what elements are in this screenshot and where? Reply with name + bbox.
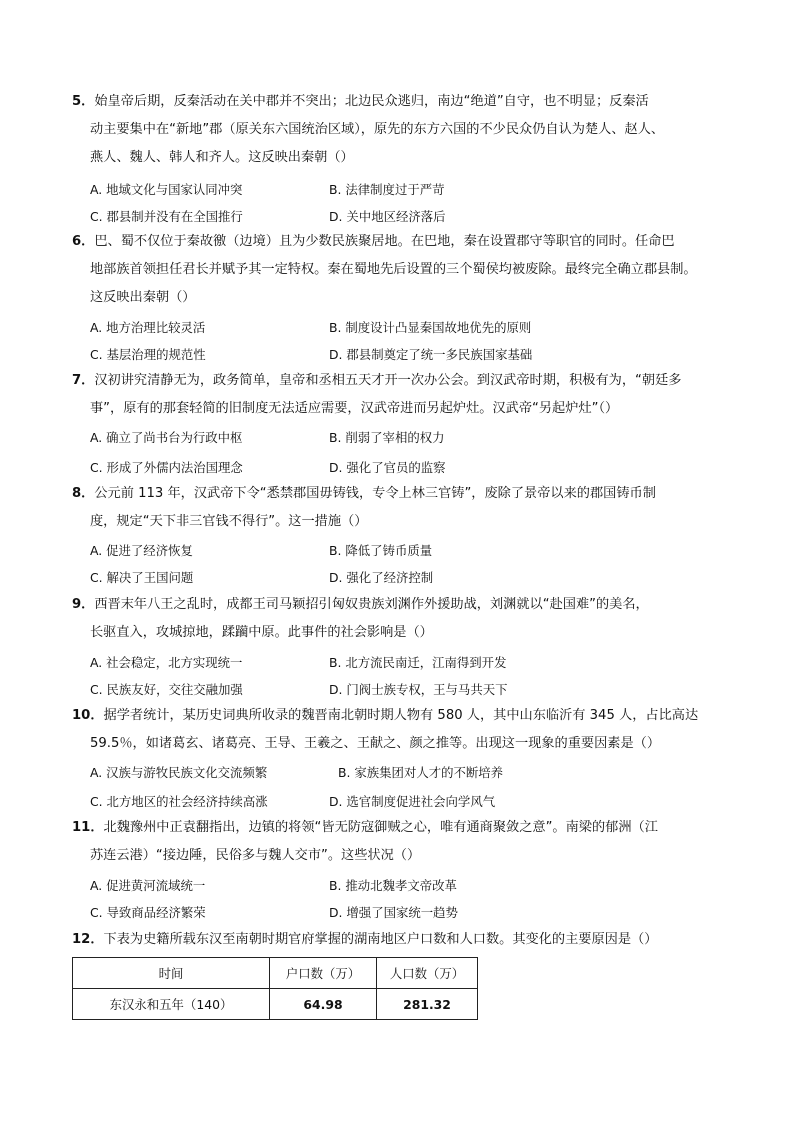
question-text: 巴、蜀不仅位于秦故徼（边境）且为少数民族聚居地。在巴地，秦在设置郡守等职官的同时。任命巴 (94, 234, 675, 249)
option-c[interactable]: C. 解决了王国问题 (90, 570, 194, 585)
table-header-cell: 户口数（万） (270, 958, 377, 989)
option-a[interactable]: A. 确立了尚书台为行政中枢 (90, 430, 243, 445)
option-d[interactable]: D. 选官制度促进社会向学风气 (329, 794, 496, 809)
option-a[interactable]: A. 地方治理比较灵活 (90, 320, 206, 335)
question-6-line-3: 这反映出秦朝（） (90, 290, 196, 305)
question-text: 北魏豫州中正袁翻指出，边镇的将领“皆无防寇御贼之心，唯有通商聚敛之意”。南梁的郁洲（江 (103, 820, 658, 835)
question-number: 5． (72, 94, 95, 109)
question-5-line-2: 动主要集中在“新地”郡（原关东六国统治区域），原先的东方六国的不少民众仍自认为楚人、赵人、 (90, 122, 665, 137)
question-9-line-1 (72, 591, 732, 619)
option-a[interactable]: A. 社会稳定，北方实现统一 (90, 655, 243, 670)
option-c[interactable]: C. 导致商品经济繁荣 (90, 905, 206, 920)
question-text: 下表为史籍所载东汉至南朝时期官府掌握的湖南地区户口数和人口数。其变化的主要原因是（） (103, 932, 658, 947)
question-text: 据学者统计，某历史词典所收录的魏晋南北朝时期人物有 580 人，其中山东临沂有 345 人，占比高达 (103, 708, 699, 723)
table-header-cell: 时间 (73, 958, 270, 989)
question-number: 12． (72, 932, 104, 947)
table-header-cell: 人口数（万） (377, 958, 478, 989)
table-cell: 64.98 (270, 989, 377, 1020)
population-table (72, 957, 478, 1020)
option-b[interactable]: B. 削弱了宰相的权力 (329, 430, 445, 445)
option-d[interactable]: D. 郡县制奠定了统一多民族国家基础 (329, 347, 533, 362)
table-header-row (73, 958, 478, 989)
question-7-line-1 (72, 367, 732, 395)
question-text: 公元前 113 年，汉武帝下令“悉禁郡国毋铸钱，专令上林三官铸”，废除了景帝以来的郡国铸币制 (94, 486, 656, 501)
option-b[interactable]: B. 制度设计凸显秦国故地优先的原则 (329, 320, 532, 335)
question-7-line-2: 事”，原有的那套轻简的旧制度无法适应需要，汉武帝进而另起炉灶。汉武帝“另起炉灶”（） (90, 401, 619, 416)
question-text: 汉初讲究清静无为，政务简单，皇帝和丞相五天才开一次办公会。到汉武帝时期，积极有为，“朝廷多 (94, 373, 682, 388)
option-c[interactable]: C. 基层治理的规范性 (90, 347, 206, 362)
question-number: 9． (72, 597, 95, 612)
option-c[interactable]: C. 北方地区的社会经济持续高涨 (90, 794, 268, 809)
question-6-line-2: 地部族首领担任君长并赋予其一定特权。秦在蜀地先后设置的三个蜀侯均被废除。最终完全确立郡县制。 (90, 262, 697, 277)
question-number: 7． (72, 373, 95, 388)
option-c[interactable]: C. 郡县制并没有在全国推行 (90, 209, 243, 224)
question-8-line-1 (72, 480, 732, 508)
question-10-line-2: 59.5％，如诸葛玄、诸葛亮、王导、王羲之、王献之、颜之推等。出现这一现象的重要因素是（） (90, 736, 661, 751)
table-row (73, 989, 478, 1020)
question-6-line-1 (72, 228, 732, 256)
option-c[interactable]: C. 民族友好，交往交融加强 (90, 682, 243, 697)
question-8-line-2: 度，规定“天下非三官钱不得行”。这一措施（） (90, 514, 368, 529)
option-c[interactable]: C. 形成了外儒内法治国理念 (90, 460, 243, 475)
option-b[interactable]: B. 降低了铸币质量 (329, 543, 433, 558)
table-cell: 281.32 (377, 989, 478, 1020)
question-text: 始皇帝后期，反秦活动在关中郡并不突出；北边民众逃归，南边“绝道”自守，也不明显；反秦活 (94, 94, 649, 109)
question-9-line-2: 长驱直入，攻城掠地，蹂躏中原。此事件的社会影响是（） (90, 625, 433, 640)
question-12-line-1 (72, 926, 732, 954)
question-number: 11． (72, 820, 104, 835)
table-cell: 东汉永和五年（140） (73, 989, 270, 1020)
option-d[interactable]: D. 门阀士族专权，王与马共天下 (329, 682, 508, 697)
option-a[interactable]: A. 促进黄河流域统一 (90, 878, 206, 893)
option-d[interactable]: D. 强化了官员的监察 (329, 460, 446, 475)
question-number: 8． (72, 486, 95, 501)
option-b[interactable]: B. 北方流民南迁，江南得到开发 (329, 655, 507, 670)
question-11-line-1 (72, 814, 732, 842)
option-a[interactable]: A. 汉族与游牧民族文化交流频繁 (90, 765, 268, 780)
option-a[interactable]: A. 地域文化与国家认同冲突 (90, 182, 243, 197)
option-d[interactable]: D. 强化了经济控制 (329, 570, 434, 585)
question-11-line-2: 苏连云港）“接边陲，民俗多与魏人交市”。这些状况（） (90, 848, 421, 863)
question-number: 10． (72, 708, 104, 723)
question-text: 西晋末年八王之乱时，成都王司马颖招引匈奴贵族刘渊作外援助战，刘渊就以“赴国难”的美名， (94, 597, 649, 612)
option-d[interactable]: D. 增强了国家统一趋势 (329, 905, 458, 920)
question-10-line-1 (72, 702, 732, 730)
question-5-line-3: 燕人、魏人、韩人和齐人。这反映出秦朝（） (90, 150, 354, 165)
question-5-line-1 (72, 88, 732, 116)
option-b[interactable]: B. 法律制度过于严苛 (329, 182, 445, 197)
option-b[interactable]: B. 推动北魏孝文帝改革 (329, 878, 457, 893)
option-a[interactable]: A. 促进了经济恢复 (90, 543, 193, 558)
option-b[interactable]: B. 家族集团对人才的不断培养 (338, 765, 504, 780)
option-d[interactable]: D. 关中地区经济落后 (329, 209, 446, 224)
question-number: 6． (72, 234, 95, 249)
